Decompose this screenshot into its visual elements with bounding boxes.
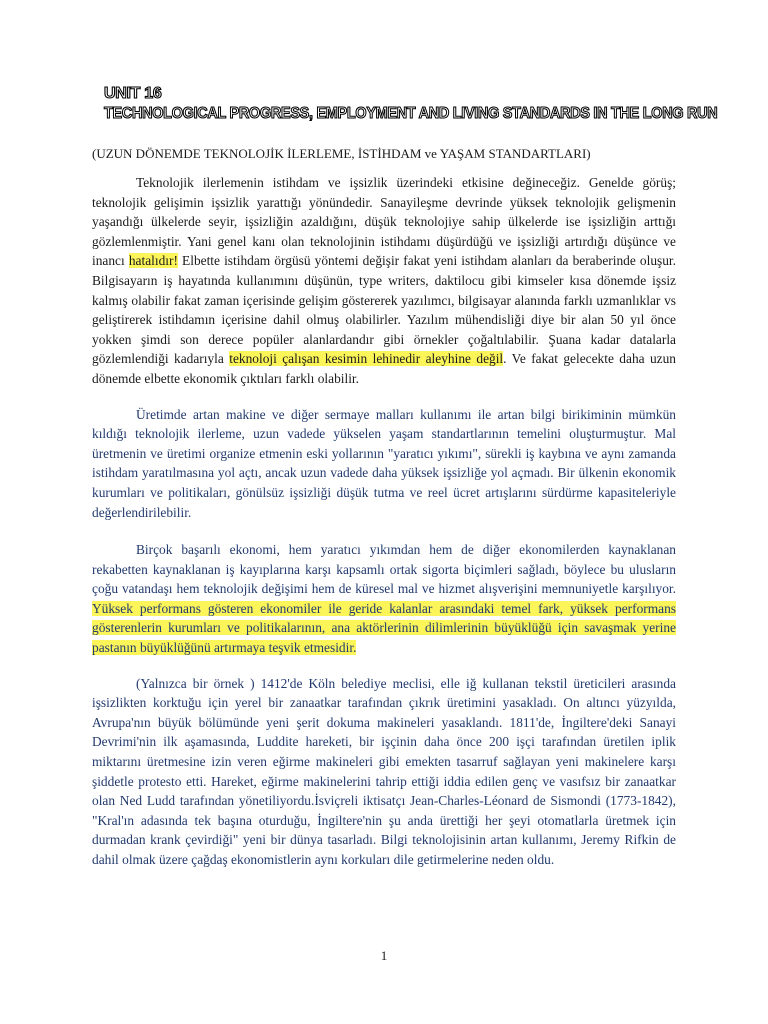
paragraph-3-text-a: Birçok başarılı ekonomi, hem yaratıcı yıkımdan hem de diğer ekonomilerden kaynaklanan rekabetten kaynaklanan iş kayıplarına karşı kapsamlı ortak sigorta biçimleri sağladı, böylece bu ulusların çoğu vatandaşı hem teknolojik değişimi hem de küresel mal ve hizmet alışverişini memnuniyetle karşılıyor.: [92, 542, 676, 597]
paragraph-1-text-a: Teknolojik ilerlemenin istihdam ve işsizlik üzerindeki etkisine değineceğiz. Genelde görüş; teknolojik gelişimin işsizlik yarattığı yönündedir. Sanayileşme devrinde yüksek teknolojik gelişmenin yaşandığı ülkelerde seyir, işsizliğin azaldığını, düşük teknolojiye sahip ülkelerde ise işsizliğin arttığı gözlemlenmiştir. Yani genel kanı olan teknolojinin istihdamı düşürdüğü ve işsizliği artırdığı düşünce ve inancı: [92, 175, 676, 269]
unit-number: UNIT 16: [104, 85, 162, 102]
turkish-subtitle: (UZUN DÖNEMDE TEKNOLOJİK İLERLEME, İSTİHDAM ve YAŞAM STANDARTLARI): [92, 146, 591, 161]
paragraph-1-text-c: . Ve fakat gelecekte daha uzun dönemde elbette ekonomik çıktıları farklı olabilir.: [92, 351, 677, 386]
paragraph-1: [92, 173, 676, 389]
page-number: 1: [380, 948, 388, 963]
unit-title: TECHNOLOGICAL PROGRESS, EMPLOYMENT AND LIVING STANDARDS IN THE LONG RUN: [104, 105, 718, 122]
highlight-yuksek-performans: Yüksek performans gösteren ekonomiler ile geride kalanlar arasındaki temel fark, yüksek performans gösterenlerin kurumları ve politikalarının, ana aktörlerinin dilimlerinin büyüklüğü için savaşmak yerine pastanın büyüklüğünü artırmaya teşvik etmesidir.: [92, 600, 676, 656]
paragraph-4: (Yalnızca bir örnek ) 1412'de Köln belediye meclisi, elle iğ kullanan tekstil üreticileri arasında işsizlikten korktuğu için yerel bir zanaatkar tarafından çıkrık üretimini yasakladı. On altıncı yüzyılda, Avrupa'nın büyük bölümünde yeni şerit dokuma makineleri yasaklandı. 1811'de, İngiltere'deki Sanayi Devrimi'nin ilk aşamasında, Luddite hareketi, bir işçinin daha önce 200 işçi tarafından üretilen iplik miktarını üretmesine izin veren eğirme makineleri gibi emekten tasarruf sağlayan yeni makinelere karşı şiddetle protesto etti. Hareket, eğirme makinelerini tahrip ettiği iddia edilen genç ve vasıfsız bir zanaatkar olan Ned Ludd tarafından yönetiliyordu.İsviçreli iktisatçı Jean-Charles-Léonard de Sismondi (1773-1842), "Kral'ın adasında tek başına oturduğu, İngiltere'nin şu anda ürettiği her şeyi otomatlarla üretmek için durmadan krank çevirdiği" yeni bir dünya tasarladı. Bilgi teknolojisinin artan kullanımı, Jeremy Rifkin de dahil olmak üzere çağdaş ekonomistlerin aynı korkuları dile getirmelerine neden oldu.: [92, 675, 676, 867]
paragraph-2: Üretimde artan makine ve diğer sermaye malları kullanımı ile artan bilgi birikiminin mümkün kıldığı teknolojik ilerleme, uzun vadede yükselen yaşam standartlarının temelini oluşturmuştur. Mal üretmenin ve üretimi organize etmenin eski yollarının "yaratıcı yıkımı", sürekli iş kaybına ve aynı zamanda istihdam yaratılmasına yol açtı, ancak uzun vadede daha yüksek işsizliğe yol açmadı. Bir ülkenin ekonomik kurumları ve politikaları, gönülsüz işsizliği düşük tutma ve reel ücret artışlarını sürdürme kapasiteleriyle değerlendirilebilir.: [92, 406, 676, 520]
unit-header: [104, 84, 768, 124]
highlight-hatalidir: hatalıdır!: [128, 253, 178, 269]
body-text: [92, 173, 676, 870]
paragraph-3: [92, 540, 676, 658]
paragraph-1-text-b: Elbette istihdam örgüsü yöntemi değişir fakat yeni istihdam alanları da beraberinde oluşur. Bilgisayarın iş hayatında kullanımını düşünün, type writers, daktilocu gibi kimseler kısa dönemde işsiz kalmış olabilir fakat zaman içerisinde gelişim göstererek yazılımcı, bilgisayar alanında farklı uzmanlıklar vs geliştirerek istihdamın içerisine dahil olmuş olabilirler. Yazılım mühendisliği diye bir alan 50 yıl önce yokken şimdi son derece popüler alanlardandır gibi örnekler çoğaltılabilir. Şuana kadar datalarla gözlemlendiği kadarıyla: [92, 253, 676, 367]
highlight-teknoloji-lehine: teknoloji çalışan kesimin lehinedir aleyhine değil: [229, 351, 504, 367]
